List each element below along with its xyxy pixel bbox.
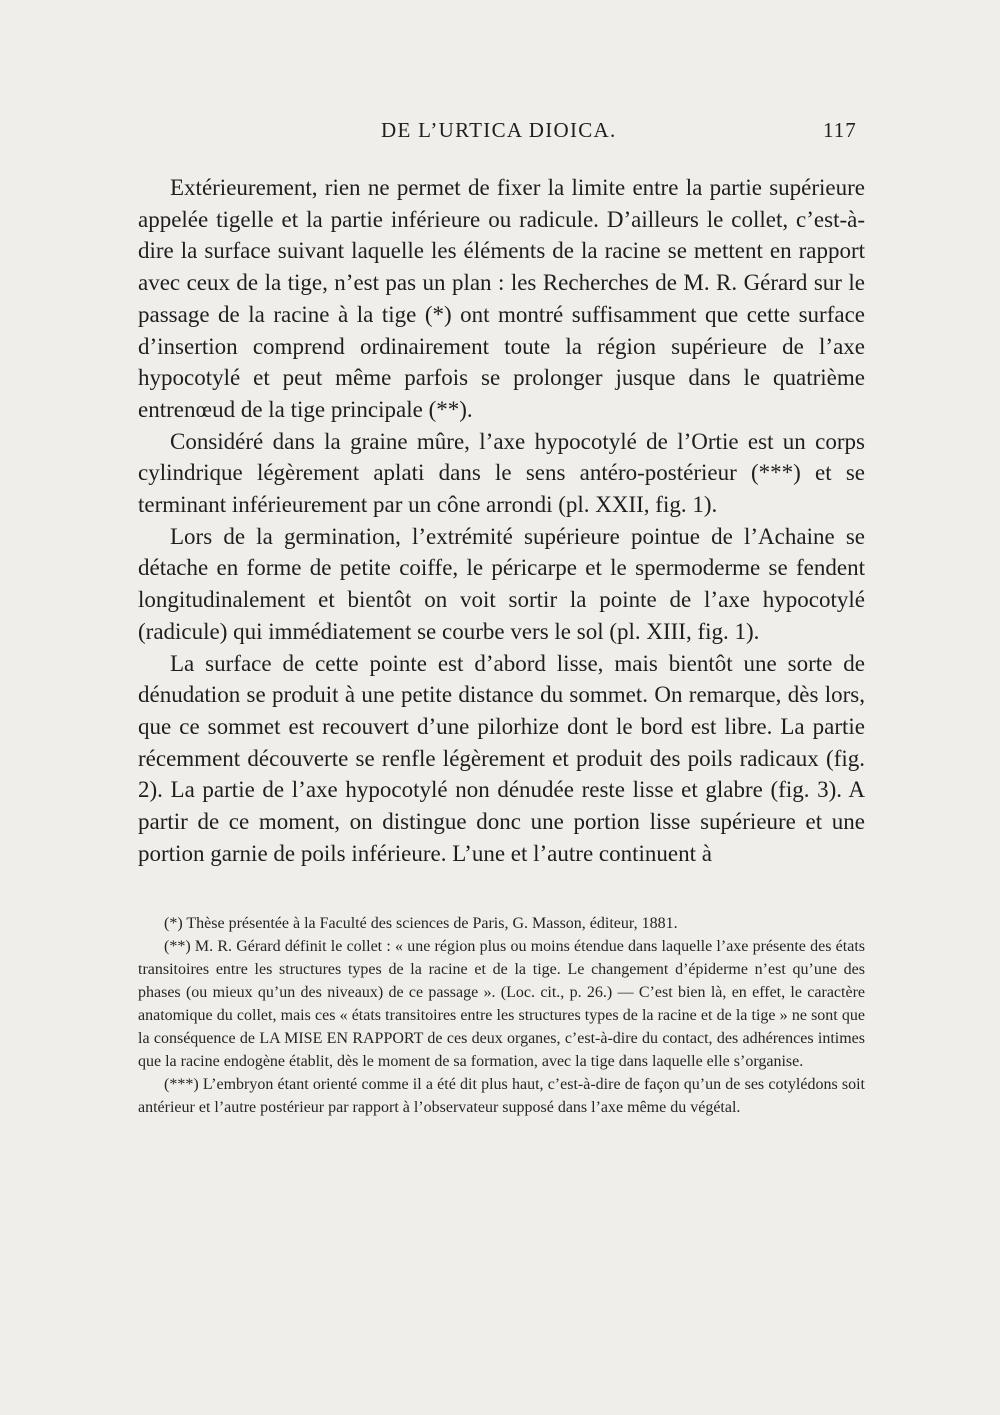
- paragraph: Considéré dans la graine mûre, l’axe hypocotylé de l’Ortie est un corps cylindrique légèrement aplati dans le sens antéro-postérieur (***) et se terminant inférieurement par un cône arrondi (pl. XXII, fig. 1).: [138, 428, 865, 518]
- paragraph: Extérieurement, rien ne permet de fixer la limite entre la partie supérieure appelée tigelle et la partie inférieure ou radicule. D’ailleurs le collet, c’est-à-dire la surface suivant laquelle les éléments de la racine se mettent en rapport avec ceux de la tige, n’est pas un plan : les Recherches de M. R. Gérard sur le passage de la racine à la tige (*) ont montré suffisamment que cette surface d’insertion comprend ordinairement toute la région supérieure de l’axe hypocotylé et peut même parfois se prolonger jusque dans le quatrième entrenœud de la tige principale (**).: [138, 175, 865, 422]
- footnotes: [138, 912, 865, 1119]
- running-head-title: DE L’URTICA DIOICA.: [381, 118, 617, 142]
- page-number: 117: [823, 118, 857, 142]
- paragraph: Lors de la germination, l’extrémité supérieure pointue de l’Achaine se détache en forme de petite coiffe, le péricarpe et le spermoderme se fendent longitudinalement et bientôt on voit sortir la pointe de l’axe hypocotylé (radicule) qui immédiatement se courbe vers le sol (pl. XIII, fig. 1).: [138, 523, 865, 644]
- footnote: (***) L’embryon étant orienté comme il a été dit plus haut, c’est-à-dire de façon qu’un de ses cotylédons soit antérieur et l’autre postérieur par rapport à l’observateur supposé dans l’axe même du végétal.: [138, 1076, 865, 1116]
- paragraph: La surface de cette pointe est d’abord lisse, mais bientôt une sorte de dénudation se produit à une petite distance du sommet. On remarque, dès lors, que ce sommet est recouvert d’une pilorhize dont le bord est libre. La partie récemment découverte se renfle légèrement et produit des poils radicaux (fig. 2). La partie de l’axe hypocotylé non dénudée reste lisse et glabre (fig. 3). A partir de ce moment, on distingue donc une portion lisse supérieure et une portion garnie de poils inférieure. L’une et l’autre continuent à: [138, 650, 865, 866]
- body-text: [138, 172, 865, 869]
- running-head: [0, 118, 1000, 148]
- footnote: (*) Thèse présentée à la Faculté des sciences de Paris, G. Masson, éditeur, 1881.: [164, 915, 678, 932]
- footnote: (**) M. R. Gérard définit le collet : « une région plus ou moins étendue dans laquelle l’axe présente des états transitoires entre les structures types de la racine et de la tige. Le changement d’épiderme n’est qu’une des phases (ou mieux qu’un des niveaux) de ce passage ». (Loc. cit., p. 26.) — C’est bien là, en effet, le caractère anatomique du collet, mais ces « états transitoires entre les structures types de la racine et de la tige » ne sont que la conséquence de LA MISE EN RAPPORT de ces deux organes, c’est-à-dire du contact, des adhérences intimes que la racine endogène établit, dès le moment de sa formation, avec la tige dans laquelle elle s’organise.: [138, 938, 865, 1070]
